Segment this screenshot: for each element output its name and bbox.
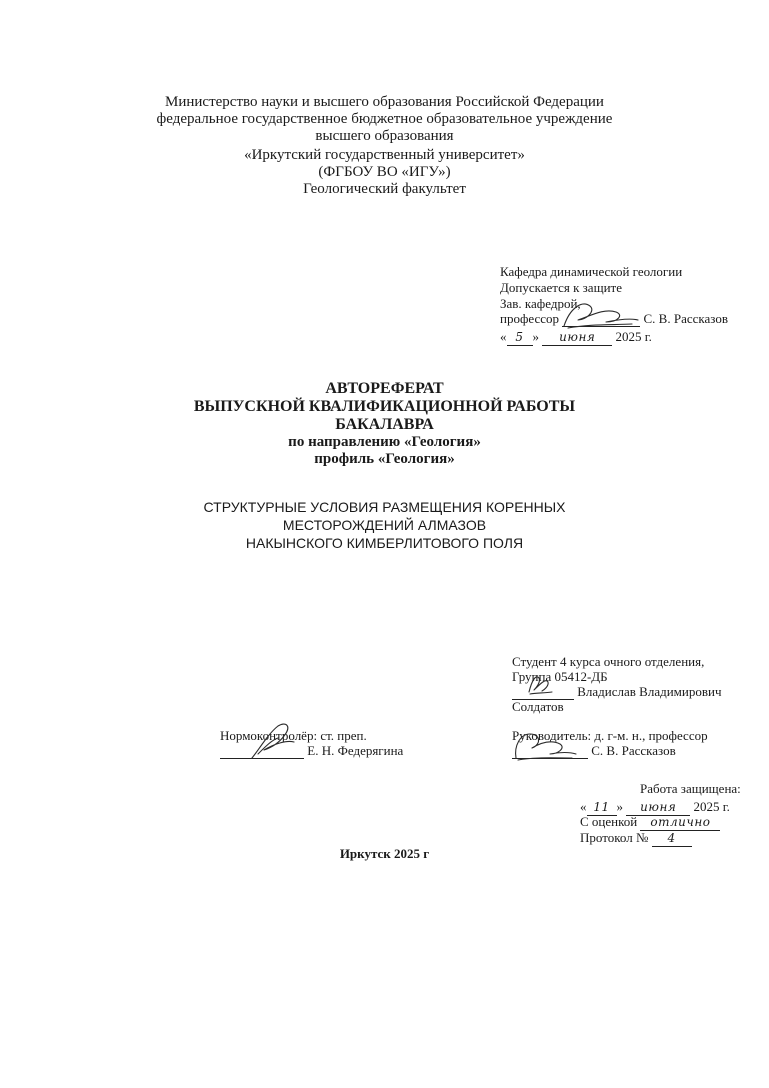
topic-line1: СТРУКТУРНЫЕ УСЛОВИЯ РАЗМЕЩЕНИЯ КОРЕННЫХ <box>203 499 566 515</box>
student-course-line: Студент 4 курса очного отделения, <box>512 654 705 669</box>
topic-line2: МЕСТОРОЖДЕНИЙ АЛМАЗОВ <box>282 517 487 533</box>
doc-title-line1: АВТОРЕФЕРАТ <box>325 380 444 397</box>
student-group-line: Группа 05412-ДБ <box>512 669 608 684</box>
institution-type-line: федеральное государственное бюджетное образовательное учреждение <box>156 111 613 127</box>
supervisor-signature-icon <box>510 728 580 764</box>
date-close-quote: » <box>532 329 539 344</box>
university-name-line: «Иркутский государственный университет» <box>244 147 525 163</box>
normcontrol-role-line: Нормоконтролёр: ст. преп. <box>220 728 367 743</box>
normcontrol-name: Е. Н. Федерягина <box>307 743 404 758</box>
defense-protocol-line <box>580 830 692 847</box>
head-name: С. В. Рассказов <box>643 311 728 326</box>
defense-year: 2025 г. <box>693 799 730 814</box>
grade-label: С оценкой <box>580 814 638 829</box>
admission-year: 2025 г. <box>615 329 652 344</box>
admission-month: июня <box>542 330 612 346</box>
position-label: профессор <box>500 311 560 326</box>
topic-line3: НАКЫНСКОГО КИМБЕРЛИТОВОГО ПОЛЯ <box>245 535 524 551</box>
education-level-line: высшего образования <box>315 128 454 144</box>
university-abbr-line: (ФГБОУ ВО «ИГУ») <box>318 164 451 180</box>
head-line: Зав. кафедрой, <box>500 296 581 311</box>
defense-date-open-quote: « <box>580 799 587 814</box>
doc-title-line2: ВЫПУСКНОЙ КВАЛИФИКАЦИОННОЙ РАБОТЫ <box>193 398 576 415</box>
protocol-label: Протокол № <box>580 830 649 845</box>
department-line: Кафедра динамической геологии <box>500 264 683 279</box>
admitted-line: Допускается к защите <box>500 280 622 295</box>
student-name: Владислав Владимирович <box>577 684 722 699</box>
defense-grade-line <box>580 814 720 831</box>
head-signature-icon <box>560 298 640 332</box>
ministry-line: Министерство науки и высшего образования Российской Федерации <box>165 94 604 110</box>
defense-protected-line: Работа защищена: <box>640 781 741 796</box>
supervisor-name: С. В. Рассказов <box>591 743 676 758</box>
defense-month: июня <box>626 800 690 816</box>
faculty-line: Геологический факультет <box>303 181 466 197</box>
protocol-value: 4 <box>652 831 692 847</box>
admission-day: 5 <box>507 330 533 346</box>
direction-line: по направлению «Геология» <box>288 434 481 450</box>
supervisor-role-line: Руководитель: д. г-м. н., профессор <box>512 728 708 743</box>
doc-title-line3: БАКАЛАВРА <box>335 416 434 433</box>
normcontrol-signature-icon <box>248 720 300 762</box>
admission-date-line <box>500 329 652 346</box>
defense-day: 11 <box>587 800 617 816</box>
student-signature-icon <box>526 672 554 696</box>
defense-date-close-quote: » <box>616 799 623 814</box>
profile-line: профиль «Геология» <box>314 451 455 467</box>
grade-value: отлично <box>640 815 720 831</box>
date-open-quote: « <box>500 329 507 344</box>
city-year-line: Иркутск 2025 г <box>339 846 430 861</box>
student-surname-line: Солдатов <box>512 699 564 714</box>
